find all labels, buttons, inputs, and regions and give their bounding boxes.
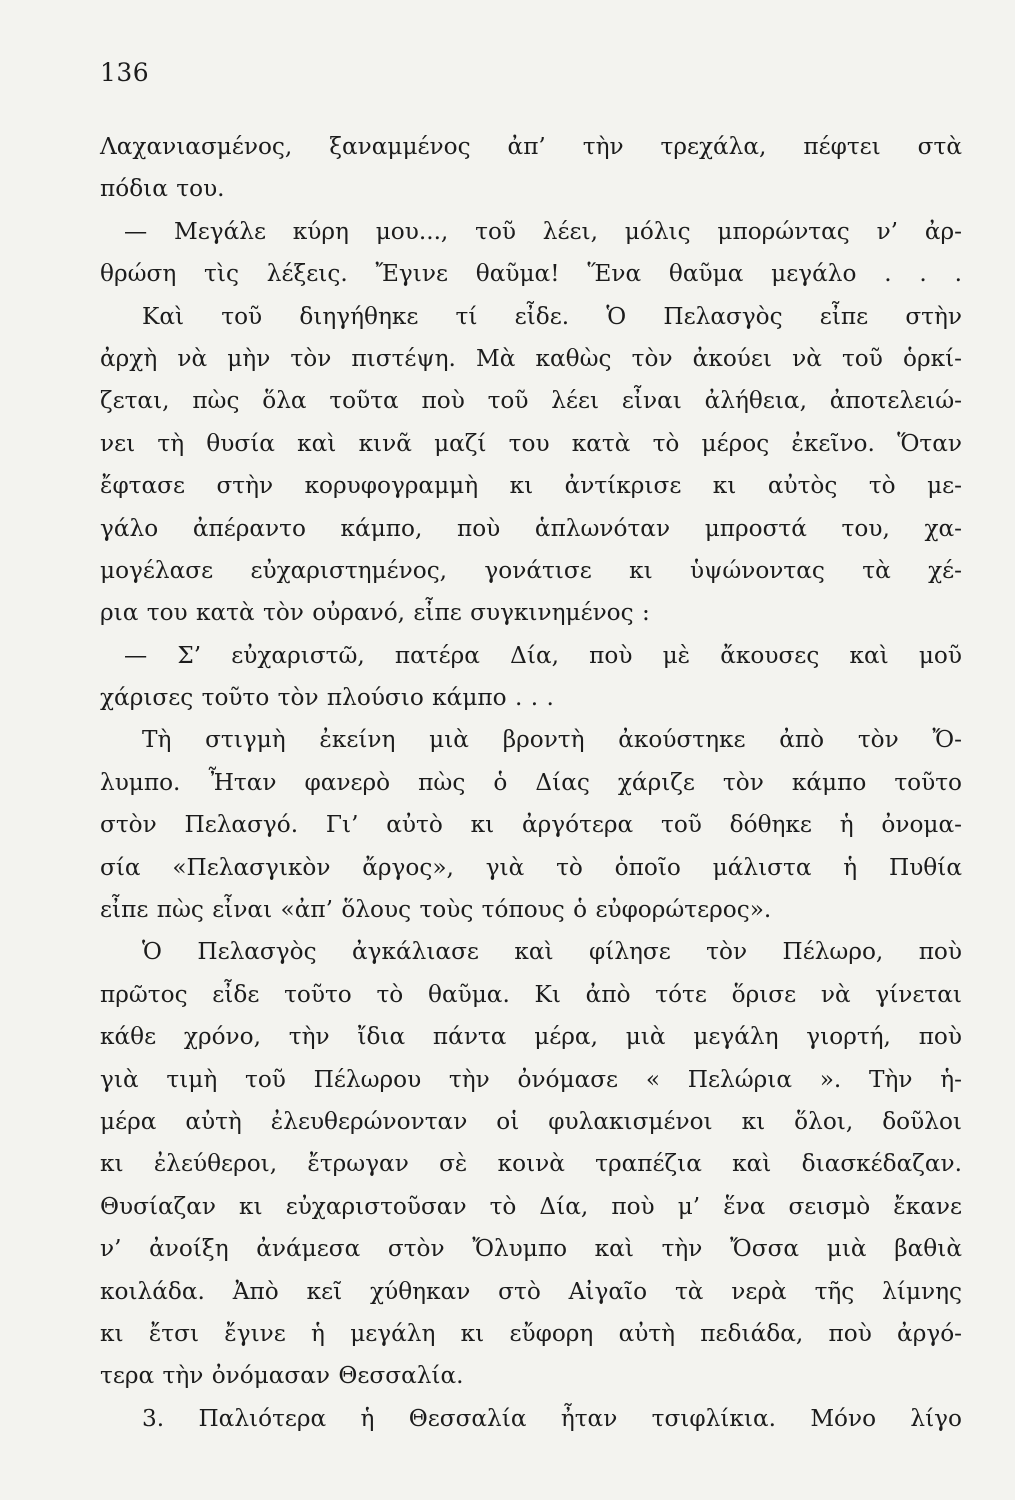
text-line: Ὁ Πελασγὸς ἀγκάλιασε καὶ φίλησε τὸν Πέλωρο, ποὺ [142, 938, 962, 966]
text-line: ν’ ἀνοίξη ἀνάμεσα στὸν Ὄλυμπο καὶ τὴν Ὄσσα μιὰ βαθιὰ [100, 1235, 962, 1263]
text-line: — Σ’ εὐχαριστῶ, πατέρα Δία, ποὺ μὲ ἄκουσες καὶ μοῦ [124, 641, 962, 669]
text-line: κι ἔτσι ἔγινε ἡ μεγάλη κι εὔφορη αὐτὴ πεδιάδα, ποὺ ἀργό- [100, 1319, 962, 1347]
text-line: — Μεγάλε κύρη μου..., τοῦ λέει, μόλις μπορώντας ν’ ἀρ- [124, 217, 962, 245]
text-line: ρια του κατὰ τὸν οὐρανό, εἶπε συγκινημένος : [100, 599, 650, 627]
text-line: Τὴ στιγμὴ ἐκείνη μιὰ βροντὴ ἀκούστηκε ἀπὸ τὸν Ὄ- [142, 726, 962, 754]
text-line: σία «Πελασγικὸν ἄργος», γιὰ τὸ ὁποῖο μάλιστα ἡ Πυθία [100, 853, 962, 881]
text-line: ἔφτασε στὴν κορυφογραμμὴ κι ἀντίκρισε κι αὐτὸς τὸ με- [100, 472, 962, 500]
page-number: 136 [100, 58, 150, 87]
text-line: νει τὴ θυσία καὶ κινᾶ μαζί του κατὰ τὸ μέρος ἐκεῖνο. Ὅταν [100, 429, 962, 457]
text-line: ἀρχὴ νὰ μὴν τὸν πιστέψη. Μὰ καθὼς τὸν ἀκούει νὰ τοῦ ὁρκί- [100, 344, 962, 372]
text-line: 3. Παλιότερα ἡ Θεσσαλία ἦταν τσιφλίκια. Μόνο λίγο [142, 1404, 962, 1432]
text-line: χάρισες τοῦτο τὸν πλούσιο κάμπο . . . [100, 684, 554, 712]
body-text [100, 126, 962, 1440]
text-line: θρώση τὶς λέξεις. Ἔγινε θαῦμα! Ἕνα θαῦμα μεγάλο . . . [100, 260, 962, 288]
text-line: εἶπε πὼς εἶναι «ἀπ’ ὅλους τοὺς τόπους ὁ εὐφορώτερος». [100, 896, 772, 924]
text-line: Θυσίαζαν κι εὐχαριστοῦσαν τὸ Δία, ποὺ μ’ ἕνα σεισμὸ ἔκανε [100, 1192, 962, 1220]
text-line: στὸν Πελασγό. Γι’ αὐτὸ κι ἀργότερα τοῦ δόθηκε ἡ ὀνομα- [100, 811, 962, 839]
text-line: μέρα αὐτὴ ἐλευθερώνονταν οἱ φυλακισμένοι κι ὅλοι, δοῦλοι [100, 1107, 962, 1135]
text-line: Λαχανιασμένος, ξαναμμένος ἀπ’ τὴν τρεχάλα, πέφτει στὰ [100, 133, 962, 160]
text-line: κι ἐλεύθεροι, ἔτρωγαν σὲ κοινὰ τραπέζια καὶ διασκέδαζαν. [100, 1150, 962, 1178]
text-line: κοιλάδα. Ἀπὸ κεῖ χύθηκαν στὸ Αἰγαῖο τὰ νερὰ τῆς λίμνης [100, 1277, 962, 1305]
text-line: γάλο ἀπέραντο κάμπο, ποὺ ἁπλωνόταν μπροστά του, χα- [100, 514, 962, 542]
text-line: γιὰ τιμὴ τοῦ Πέλωρου τὴν ὀνόμασε « Πελώρια ». Τὴν ἡ- [100, 1065, 962, 1093]
text-line: κάθε χρόνο, τὴν ἴδια πάντα μέρα, μιὰ μεγάλη γιορτή, ποὺ [100, 1023, 962, 1051]
text-line: πόδια του. [100, 175, 225, 203]
text-line: τερα τὴν ὀνόμασαν Θεσσαλία. [100, 1362, 464, 1390]
text-line: μογέλασε εὐχαριστημένος, γονάτισε κι ὑψώνοντας τὰ χέ- [100, 556, 962, 584]
text-line: Καὶ τοῦ διηγήθηκε τί εἶδε. Ὁ Πελασγὸς εἶπε στὴν [142, 302, 962, 330]
text-line: λυμπο. Ἦταν φανερὸ πὼς ὁ Δίας χάριζε τὸν κάμπο τοῦτο [100, 768, 962, 796]
text-line: πρῶτος εἶδε τοῦτο τὸ θαῦμα. Κι ἀπὸ τότε ὅρισε νὰ γίνεται [100, 980, 962, 1008]
text-line: ζεται, πὼς ὅλα τοῦτα ποὺ τοῦ λέει εἶναι ἀλήθεια, ἀποτελειώ- [100, 387, 962, 415]
